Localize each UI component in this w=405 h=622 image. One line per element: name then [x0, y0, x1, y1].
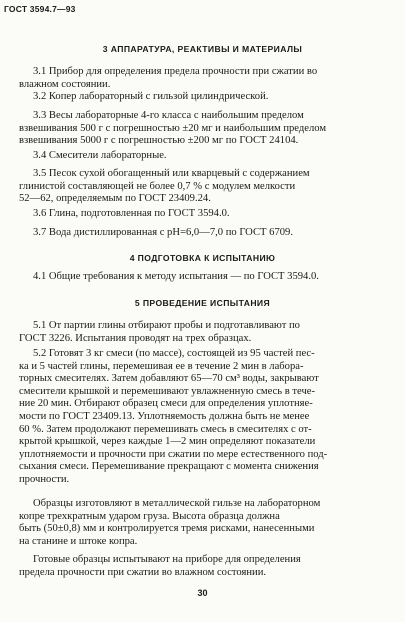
paragraph-3-3: [19, 110, 378, 148]
text-line: ка и 5 частей глины, перемешивая ее в течение 2 мин в лабора-: [19, 360, 304, 372]
text-line: предела прочности при сжатии во влажном состоянии.: [19, 566, 267, 578]
paragraph-3-6: [33, 208, 378, 221]
text-line: 3.7 Вода дистиллированная с pH=6,0—7,0 по ГОСТ 6709.: [33, 227, 293, 238]
text-line: 52—62, определяемым по ГОСТ 23409.24.: [19, 193, 211, 205]
text-line: 60 %. Затем продолжают перемешивать смесь в смесителях с от-: [19, 423, 312, 435]
text-line: копре трехкратным ударом груза. Высота образца должна: [19, 510, 280, 522]
paragraph-5-3: [19, 498, 378, 548]
paragraph-5-2: [19, 348, 378, 487]
text-line: быть (50±0,8) мм и контролируется тремя рисками, нанесенными: [19, 523, 315, 535]
text-line: влажном состоянии.: [19, 78, 111, 90]
text-line: мости по ГОСТ 23409.13. Уплотняемость должна быть не менее: [19, 410, 310, 422]
text-line: 3.2 Копер лабораторный с гильзой цилиндрической.: [33, 91, 269, 102]
paragraph-3-7: [33, 227, 378, 240]
paragraph-3-4: [33, 150, 378, 163]
text-line: 3.5 Песок сухой обогащенный или кварцевый с содержанием: [33, 168, 310, 179]
text-line: ГОСТ 3226. Испытания проводят на трех образцах.: [19, 332, 252, 344]
paragraph-4-1: [33, 271, 378, 284]
paragraph-5-4: [19, 554, 378, 579]
text-line: 5.2 Готовят 3 кг смеси (по массе), состоящей из 95 частей пес-: [33, 348, 315, 359]
section-5-title: 5 ПРОВЕДЕНИЕ ИСПЫТАНИЯ: [134, 298, 271, 308]
text-line: Готовые образцы испытывают на приборе для определения: [33, 554, 301, 565]
text-line: взвешивания 500 г с погрешностью ±20 мг и наибольшим пределом: [19, 122, 327, 134]
text-line: 3.1 Прибор для определения предела прочности при сжатии во: [33, 66, 318, 77]
paragraph-3-2: [33, 91, 378, 104]
text-line: крытой крышкой, через каждые 1—2 мин определяют показатели: [19, 436, 316, 448]
document-header: ГОСТ 3594.7—93: [4, 4, 76, 14]
text-line: 3.6 Глина, подготовленная по ГОСТ 3594.0.: [33, 208, 230, 219]
text-line: 5.1 От партии глины отбирают пробы и подготавливают по: [33, 320, 300, 331]
paragraph-3-5: [19, 168, 378, 206]
text-line: Образцы изготовляют в металлической гильзе на лабораторном: [33, 498, 321, 509]
text-line: смесители крышкой и перемешивают увлажненную смесь в тече-: [19, 385, 316, 397]
text-line: на станине и штоке копра.: [19, 535, 138, 547]
text-line: торных смесителях. Затем добавляют 65—70 см³ воды, закрывают: [19, 373, 319, 385]
section-4-title: 4 ПОДГОТОВКА К ИСПЫТАНИЮ: [129, 253, 276, 263]
text-line: уплотняемости и прочности при сжатии по мере естественного под-: [19, 448, 328, 460]
section-3-title: 3 АППАРАТУРА, РЕАКТИВЫ И МАТЕРИАЛЫ: [102, 44, 303, 54]
text-line: прочности.: [19, 473, 70, 485]
page-number: 30: [197, 588, 208, 598]
text-line: 4.1 Общие требования к методу испытания — по ГОСТ 3594.0.: [33, 271, 319, 282]
text-line: взвешивания 5000 г с погрешностью ±200 мг по ГОСТ 24104.: [19, 135, 299, 147]
paragraph-5-1: [19, 320, 378, 345]
text-line: глинистой составляющей не более 0,7 % с модулем мелкости: [19, 180, 296, 192]
text-line: ние 20 мин. Отбирают образец смеси для определения уплотняе-: [19, 398, 313, 410]
text-line: сыхания смеси. Перемешивание прекращают с момента снижения: [19, 461, 319, 473]
paragraph-3-1: [19, 66, 378, 91]
text-line: 3.4 Смесители лабораторные.: [33, 150, 167, 161]
text-line: 3.3 Весы лабораторные 4-го класса с наибольшим пределом: [33, 110, 304, 121]
